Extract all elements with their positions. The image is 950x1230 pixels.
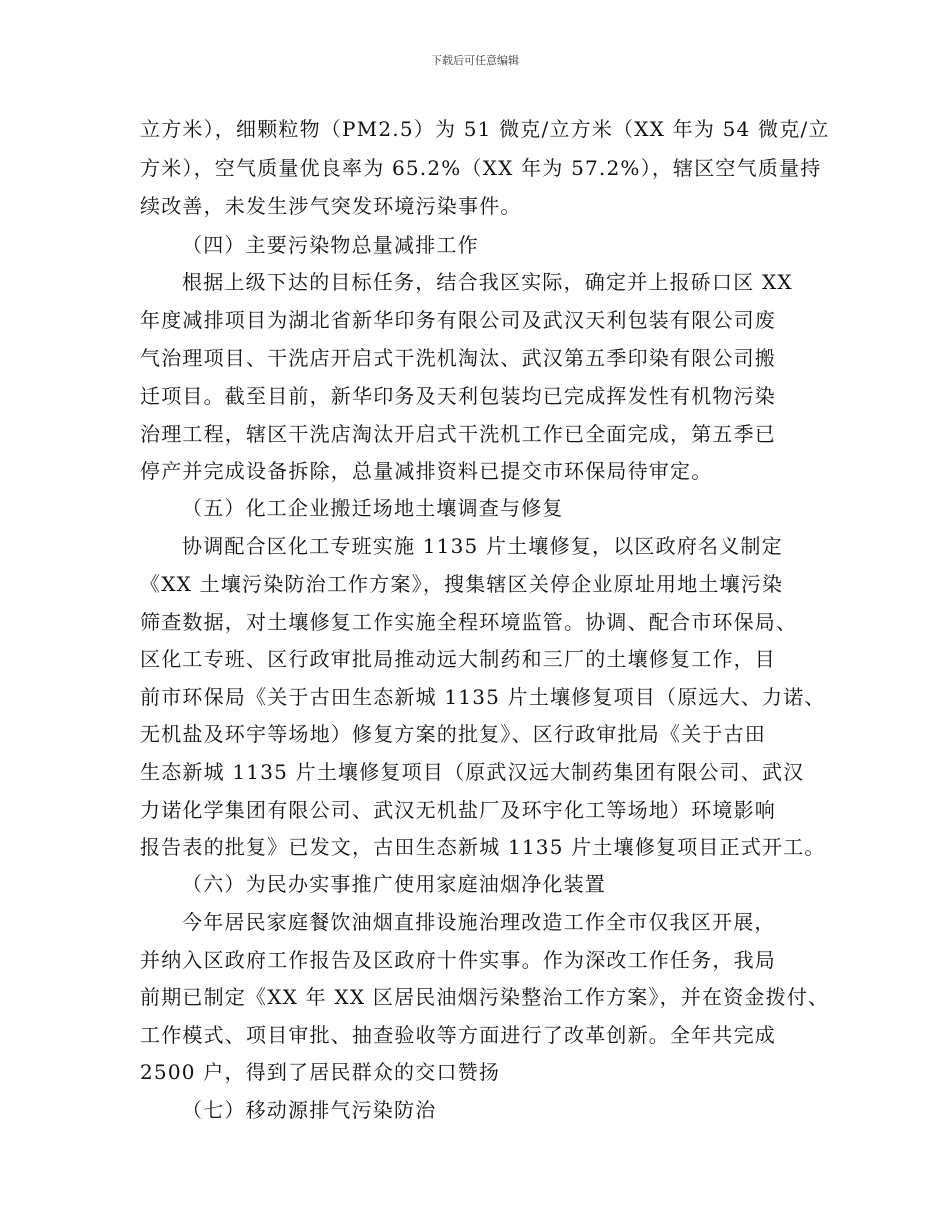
page-header: 下载后可任意编辑: [431, 54, 519, 67]
text-line: 迁项目。截至目前，新华印务及天利包装均已完成挥发性有机物污染: [140, 384, 776, 408]
text-line: 续改善，未发生涉气突发环境污染事件。: [140, 194, 522, 218]
section-heading: （七）移动源排气污染防治: [182, 1098, 437, 1122]
text-line: 2500 户，得到了居民群众的交口赞扬: [140, 1060, 501, 1084]
text-line: 报告表的批复》已发文，古田生态新城 1135 片土壤修复项目正式开工。: [140, 835, 826, 859]
text-line: 《XX 土壤污染防治工作方案》，搜集辖区关停企业原址用地土壤污染: [140, 572, 784, 596]
text-line: 年度减排项目为湖北省新华印务有限公司及武汉天利包装有限公司废: [140, 308, 776, 332]
text-line: 工作模式、项目审批、抽查验收等方面进行了改革创新。全年共完成: [140, 1023, 776, 1047]
section-heading: （四）主要污染物总量减排工作: [182, 233, 479, 257]
text-line: 并纳入区政府工作报告及区政府十件实事。作为深改工作任务，我局: [140, 948, 776, 972]
text-line: 气治理项目、干洗店开启式干洗机淘汰、武汉第五季印染有限公司搬: [140, 346, 776, 370]
text-line: 前期已制定《XX 年 XX 区居民油烟污染整治工作方案》，并在资金拨付、: [140, 985, 830, 1009]
text-line: 治理工程，辖区干洗店淘汰开启式干洗机工作已全面完成，第五季已: [140, 422, 776, 446]
text-line: 今年居民家庭餐饮油烟直排设施治理改造工作全市仅我区开展，: [182, 910, 776, 934]
text-line: 立方米），细颗粒物（PM2.5）为 51 微克/立方米（XX 年为 54 微克/立: [140, 117, 830, 141]
text-line: 无机盐及环宇等场地）修复方案的批复》、区行政审批局《关于古田: [140, 722, 766, 746]
text-line: 停产并完成设备拆除，总量减排资料已提交市环保局待审定。: [140, 459, 713, 483]
text-line: 区化工专班、区行政审批局推动远大制药和三厂的土壤修复工作，目: [140, 647, 776, 671]
section-heading: （五）化工企业搬迁场地土壤调查与修复: [182, 496, 564, 520]
text-line: 筛查数据，对土壤修复工作实施全程环境监管。协调、配合市环保局、: [140, 610, 798, 634]
text-line: 前市环保局《关于古田生态新城 1135 片土壤修复项目（原远大、力诺、: [140, 685, 826, 709]
text-line: 根据上级下达的目标任务，结合我区实际，确定并上报硚口区 XX: [182, 270, 793, 294]
text-line: 方米），空气质量优良率为 65.2%（XX 年为 57.2%），辖区空气质量持: [140, 156, 822, 180]
text-line: 力诺化学集团有限公司、武汉无机盐厂及环宇化工等场地）环境影响: [140, 798, 776, 822]
text-line: 生态新城 1135 片土壤修复项目（原武汉远大制药集团有限公司、武汉: [140, 760, 805, 784]
text-line: 协调配合区化工专班实施 1135 片土壤修复，以区政府名义制定: [182, 534, 783, 558]
section-heading: （六）为民办实事推广使用家庭油烟净化装置: [182, 872, 606, 896]
